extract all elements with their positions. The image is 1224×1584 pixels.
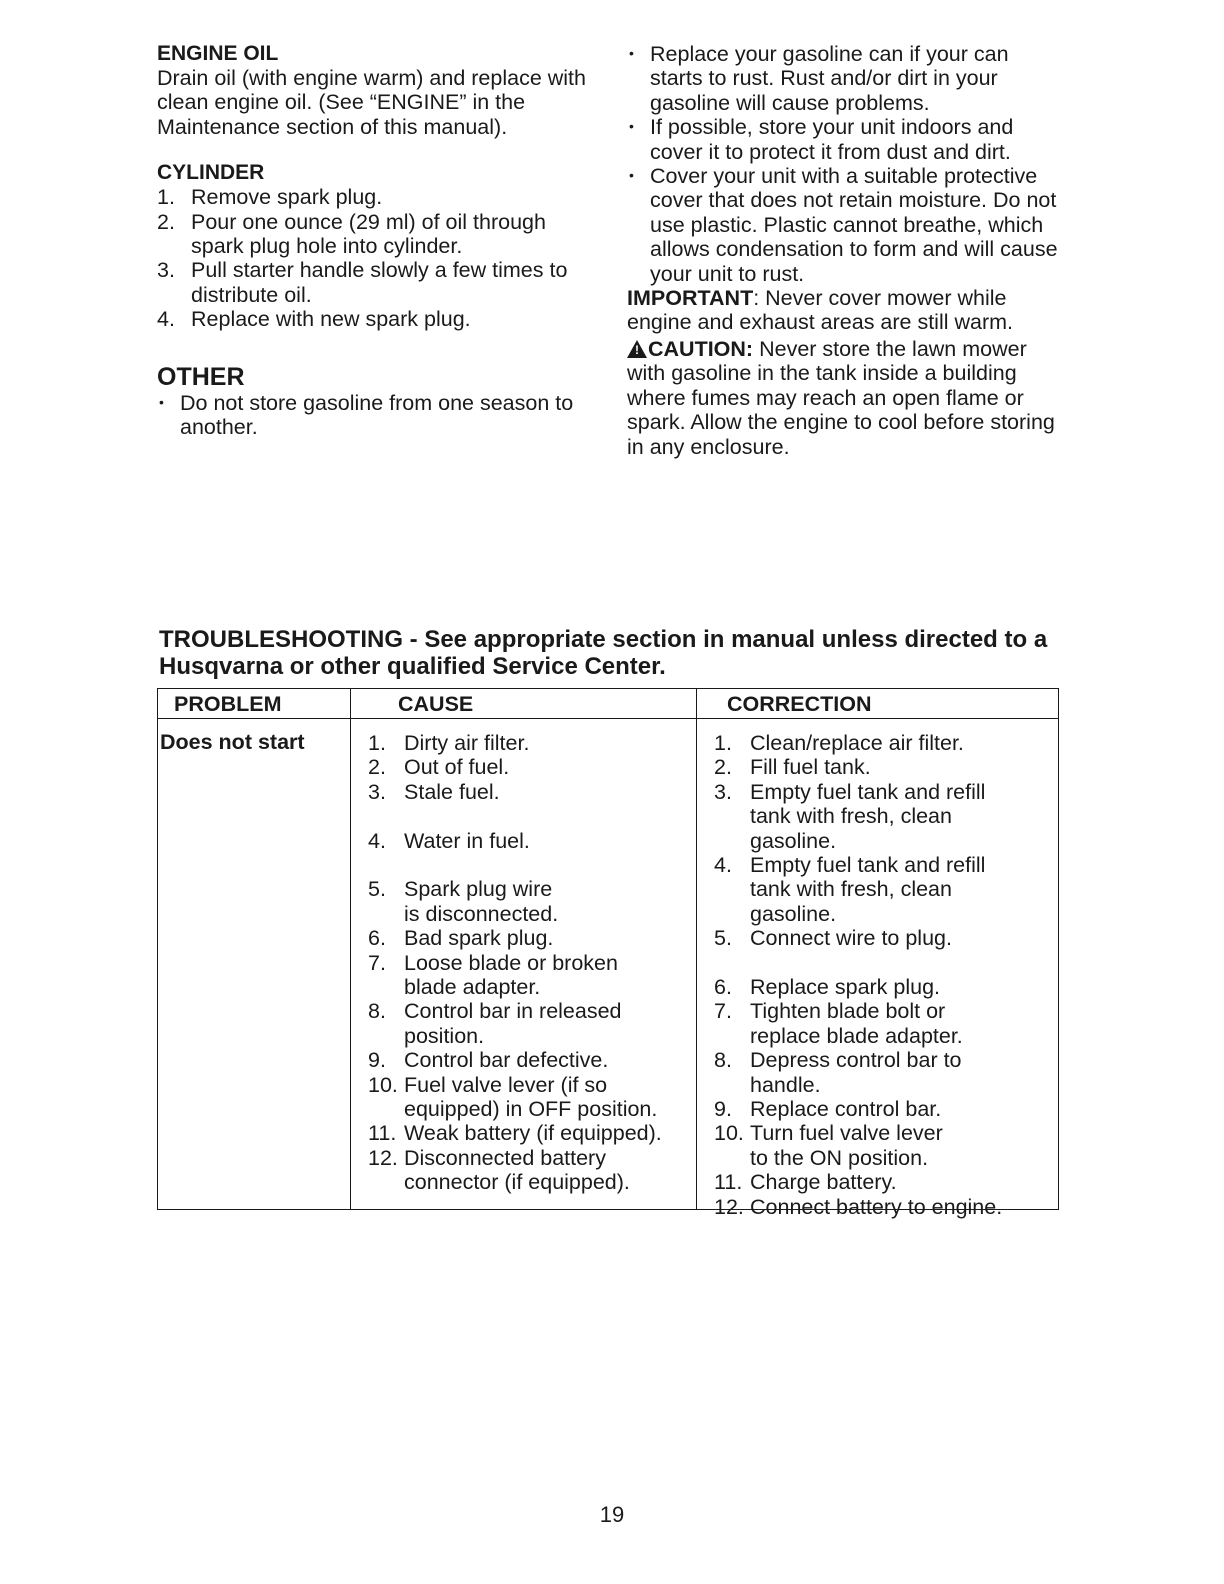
list-item: 4. Replace with new spark plug. <box>157 307 471 332</box>
important-note: IMPORTANT: Never cover mower while engine and exhaust areas are still warm. <box>627 286 1014 335</box>
list-item: 3. Pull starter handle slowly a few times to distribute oil. <box>157 258 568 307</box>
list-item: 10. Turn fuel valve lever to the ON position. <box>714 1121 943 1170</box>
problem-cell: Does not start <box>160 730 305 754</box>
caution-label: CAUTION: <box>648 336 754 361</box>
list-item: 10. Fuel valve lever (if so equipped) in OFF position. <box>368 1072 658 1122</box>
list-item: 12. Connect battery to engine. <box>714 1194 1003 1219</box>
list-item: 2. Pour one ounce (29 ml) of oil through spark plug hole into cylinder. <box>157 209 546 259</box>
list-item: 2. Fill fuel tank. <box>714 755 871 780</box>
list-item: 12. Disconnected battery connector (if equipped). <box>368 1145 630 1195</box>
other-bullets <box>157 391 577 440</box>
page-number: 19 <box>599 1502 625 1527</box>
header-problem: PROBLEM <box>174 692 282 716</box>
list-item: 7. Tighten blade bolt or replace blade adapter. <box>714 999 963 1048</box>
list-item: 1. Dirty air filter. <box>368 731 530 755</box>
engine-oil-heading: ENGINE OIL <box>157 42 279 65</box>
storage-bullets <box>627 42 1067 286</box>
list-item: 3. Empty fuel tank and refill tank with fresh, clean gasoline. <box>714 779 986 853</box>
list-item: 8. Control bar in released position. <box>368 999 622 1048</box>
troubleshooting-title: TROUBLESHOOTING - See appropriate section in manual unless directed to a Husqvarna or other qualified Service Center. <box>159 626 1048 680</box>
warning-triangle-icon: ! <box>627 340 647 358</box>
list-item: 4. Empty fuel tank and refill tank with fresh, clean gasoline. <box>714 853 986 926</box>
list-item: 2. Out of fuel. <box>368 755 510 780</box>
list-item: 4. Water in fuel. <box>368 828 530 853</box>
other-heading: OTHER <box>157 362 245 391</box>
troubleshooting-table <box>157 688 1059 1219</box>
caution-note: ! CAUTION: Never store the lawn mower with gasoline in the tank inside a building where fumes may reach an open flame or spark. Allow the engine to cool before storing in any enclosure. <box>627 336 1055 459</box>
list-item: 5. Connect wire to plug. <box>714 926 952 951</box>
list-item: 5. Spark plug wire is disconnected. <box>368 877 559 926</box>
important-label: IMPORTANT <box>627 286 754 311</box>
cylinder-steps <box>157 185 602 331</box>
correction-list <box>714 731 1059 1219</box>
cause-list <box>368 731 698 1195</box>
table-header-row <box>158 689 1058 719</box>
column-divider <box>350 689 351 1209</box>
cylinder-heading: CYLINDER <box>157 161 265 185</box>
list-item: 1. Clean/replace air filter. <box>714 731 964 755</box>
list-item: 9. Control bar defective. <box>368 1048 609 1073</box>
list-item: • If possible, store your unit indoors and cover it to protect it from dust and dirt. <box>627 115 1067 164</box>
list-item: • Do not store gasoline from one season to another. <box>157 391 577 440</box>
header-correction: CORRECTION <box>727 692 872 716</box>
list-item: 11. Charge battery. <box>714 1170 897 1195</box>
list-item: 11. Weak battery (if equipped). <box>368 1121 662 1146</box>
list-item: 3. Stale fuel. <box>368 779 500 804</box>
list-item: • Cover your unit with a suitable protective cover that does not retain moisture. Do not use plastic. Plastic cannot breathe, which allows condensation to form and will cause your unit to rust. <box>627 164 1067 286</box>
list-item: • Replace your gasoline can if your can starts to rust. Rust and/or dirt in your gasoline will cause problems. <box>627 42 1067 115</box>
list-item: 8. Depress control bar to handle. <box>714 1048 962 1097</box>
list-item: 6. Bad spark plug. <box>368 926 554 951</box>
left-column <box>157 42 602 439</box>
header-cause: CAUSE <box>398 692 474 716</box>
list-item: 7. Loose blade or broken blade adapter. <box>368 950 618 1000</box>
list-item: 1. Remove spark plug. <box>157 185 383 210</box>
right-column <box>627 42 1067 459</box>
list-item: 6. Replace spark plug. <box>714 975 941 1000</box>
engine-oil-text: Drain oil (with engine warm) and replace with clean engine oil. (See “ENGINE” in the Maintenance section of this manual). <box>157 66 586 139</box>
list-item: 9. Replace control bar. <box>714 1097 942 1122</box>
